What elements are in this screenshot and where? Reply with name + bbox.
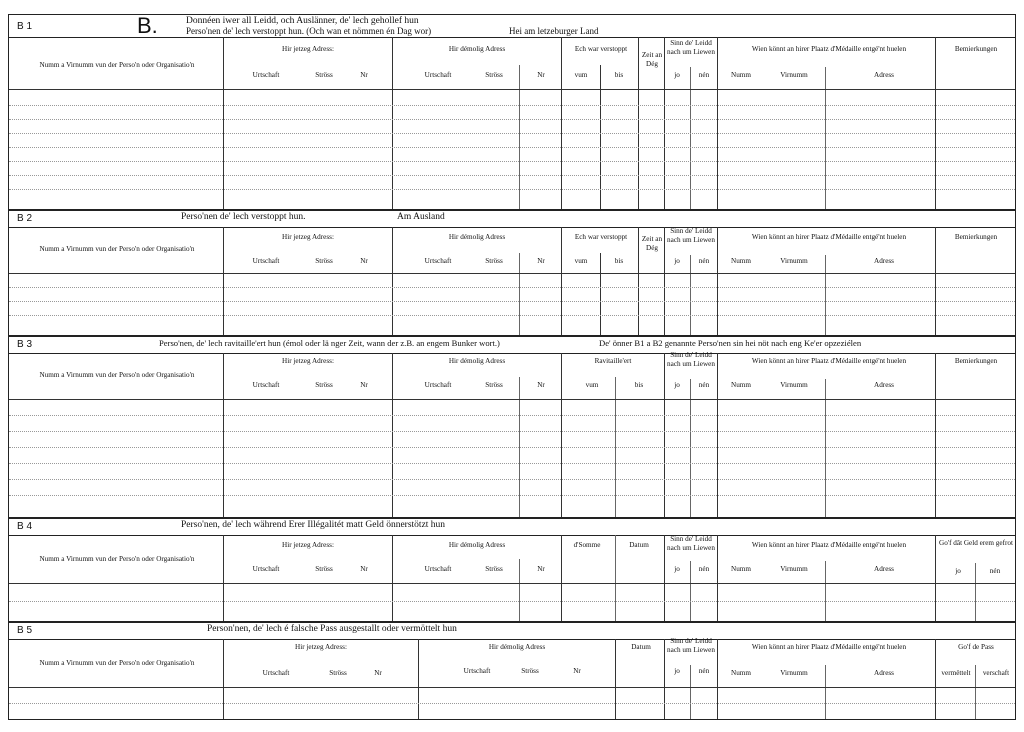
col-locality-former: Urtschaft — [463, 667, 491, 675]
col-name-header: Numm a Virnumm vun der Perso'n oder Organisatio'n — [39, 555, 195, 563]
col-nr-former: Nr — [537, 565, 545, 573]
col-suffering: Sinn de' Leidd nach um Liewen — [667, 351, 715, 368]
col-current-address: Hir jetzeg Adress: — [282, 45, 334, 53]
section-b2-id: B 2 — [17, 213, 33, 224]
col-hidden-group: Ech war verstoppt — [574, 233, 628, 241]
col-remarks: Bemierkungen — [954, 45, 998, 53]
section-b3-title: Perso'nen, de' lech ravitaille'ert hun (émol oder lä nger Zeit, wann der z.B. an engem Bunker wort.) — [159, 338, 500, 348]
col-current-address: Hir jetzeg Adress: — [282, 357, 334, 365]
col-from: vum — [585, 381, 599, 389]
col-street-former: Ströss — [485, 71, 503, 79]
section-b5-id: B 5 — [17, 625, 33, 636]
section-b5-title-bar — [9, 623, 1015, 640]
col-remarks: Bemierkungen — [954, 233, 998, 241]
col-locality: Urtschaft — [262, 669, 290, 677]
col-locality: Urtschaft — [252, 257, 280, 265]
col-former-address: Hir démolig Adress — [488, 643, 546, 651]
col-yes: jo — [674, 381, 680, 389]
col-yes: jo — [674, 565, 680, 573]
col-suffering: Sinn de' Leidd nach um Liewen — [667, 227, 715, 244]
col-to: bis — [634, 381, 644, 389]
col-nr-former: Nr — [573, 667, 581, 675]
col-nr-former: Nr — [537, 71, 545, 79]
section-b5 — [8, 622, 1016, 720]
col-yes2: jo — [955, 567, 961, 575]
section-b2 — [8, 210, 1016, 336]
col-medal-name: Numm — [731, 257, 751, 265]
col-medal-address: Adress — [874, 257, 894, 265]
col-date: Datum — [631, 643, 651, 651]
col-no: nén — [698, 565, 710, 573]
col-medal: Wien könnt an hirer Plaatz d'Médaille entgé'nt huelen — [751, 357, 907, 365]
col-no: nén — [698, 257, 710, 265]
section-b1-id: B 1 — [17, 21, 33, 32]
col-former-address: Hir démolig Adress — [448, 357, 506, 365]
section-b1-title-bar — [9, 15, 1015, 38]
col-to: bis — [614, 257, 624, 265]
col-medal-firstname: Virnumm — [780, 381, 808, 389]
col-medal-name: Numm — [731, 565, 751, 573]
col-remarks: Bemierkungen — [954, 357, 998, 365]
col-to: bis — [614, 71, 624, 79]
section-b4 — [8, 518, 1016, 622]
col-nr: Nr — [374, 669, 382, 677]
col-name-header: Numm a Virnumm vun der Perso'n oder Organisatio'n — [39, 245, 195, 253]
col-yes: jo — [674, 71, 680, 79]
col-nr: Nr — [360, 381, 368, 389]
section-b2-title: Perso'nen de' lech verstoppt hun. — [181, 212, 306, 222]
col-current-address: Hir jetzeg Adress: — [295, 643, 347, 651]
col-nr: Nr — [360, 257, 368, 265]
section-b1-subtitle: Perso'nen de' lech verstoppt hun. (Och wan et nömmen én Dag wor) — [186, 26, 432, 36]
col-from: vum — [574, 257, 588, 265]
col-medal-firstname: Virnumm — [780, 71, 808, 79]
col-medal: Wien könnt an hirer Plaatz d'Médaille entgé'nt huelen — [751, 233, 907, 241]
col-date: Datum — [629, 541, 649, 549]
col-locality-former: Urtschaft — [424, 257, 452, 265]
col-current-address: Hir jetzeg Adress: — [282, 233, 334, 241]
section-b5-title: Person'nen, de' lech é falsche Pass ausgestallt oder vermöttelt hun — [207, 624, 457, 634]
col-nr-former: Nr — [537, 257, 545, 265]
col-nr-former: Nr — [537, 381, 545, 389]
col-no: nén — [698, 667, 710, 675]
col-street: Ströss — [329, 669, 347, 677]
col-sum: d'Somme — [573, 541, 601, 549]
col-hidden-group: Ech war verstoppt — [574, 45, 628, 53]
col-nr: Nr — [360, 565, 368, 573]
col-medal-address: Adress — [874, 669, 894, 677]
col-medal: Wien könnt an hirer Plaatz d'Médaille entgé'nt huelen — [751, 541, 907, 549]
col-medal-firstname: Virnumm — [780, 565, 808, 573]
col-former-address: Hir démolig Adress — [448, 45, 506, 53]
col-locality-former: Urtschaft — [424, 71, 452, 79]
section-b4-title: Perso'nen, de' lech während Erer Illégalitét matt Geld önnerstötzt hun — [181, 520, 446, 530]
col-street: Ströss — [315, 565, 333, 573]
col-medal-firstname: Virnumm — [780, 669, 808, 677]
col-time: Zeit an Dég — [641, 235, 663, 252]
col-locality: Urtschaft — [252, 381, 280, 389]
col-no2: nén — [989, 567, 1001, 575]
section-b2-title-bar — [9, 211, 1015, 228]
form-letter: B. — [137, 13, 158, 38]
col-name-header: Numm a Virnumm vun der Perso'n oder Organisatio'n — [39, 371, 195, 379]
col-pass: Go'f de Pass — [958, 643, 994, 651]
col-street: Ströss — [315, 381, 333, 389]
col-no: nén — [698, 71, 710, 79]
section-b1-title: Donnéen iwer all Leidd, och Auslänner, de' lech gehollef hun — [186, 16, 419, 26]
col-medal-name: Numm — [731, 381, 751, 389]
col-street: Ströss — [315, 257, 333, 265]
col-medal: Wien könnt an hirer Plaatz d'Médaille entgé'nt huelen — [751, 643, 907, 651]
section-b3 — [8, 336, 1016, 518]
col-mediated: vermëttelt — [941, 669, 971, 677]
col-former-address: Hir démolig Adress — [448, 541, 506, 549]
section-b3-id: B 3 — [17, 339, 33, 350]
col-suffering: Sinn de' Leidd nach um Liewen — [667, 39, 715, 56]
col-yes: jo — [674, 257, 680, 265]
col-current-address: Hir jetzeg Adress: — [282, 541, 334, 549]
col-time: Zeit an Dég — [641, 51, 663, 68]
section-b2-subtitle: Am Ausland — [397, 212, 445, 222]
section-b1 — [8, 14, 1016, 210]
section-b3-title-bar — [9, 337, 1015, 354]
col-suffering: Sinn de' Leidd nach um Liewen — [667, 637, 715, 654]
col-locality-former: Urtschaft — [424, 381, 452, 389]
col-yes: jo — [674, 667, 680, 675]
col-locality: Urtschaft — [252, 565, 280, 573]
col-former-address: Hir démolig Adress — [448, 233, 506, 241]
col-medal-address: Adress — [874, 565, 894, 573]
col-medal-address: Adress — [874, 71, 894, 79]
section-b4-id: B 4 — [17, 521, 33, 532]
col-money-returned: Go'f dât Geld erem gefrot — [939, 539, 1013, 547]
col-no: nén — [698, 381, 710, 389]
col-locality-former: Urtschaft — [424, 565, 452, 573]
col-medal-name: Numm — [731, 669, 751, 677]
col-street-former: Ströss — [485, 565, 503, 573]
col-name-header: Numm a Virnumm vun der Perso'n oder Organisatio'n — [39, 61, 195, 69]
col-nr: Nr — [360, 71, 368, 79]
col-locality: Urtschaft — [252, 71, 280, 79]
col-name-header: Numm a Virnumm vun der Perso'n oder Organisatio'n — [39, 659, 195, 667]
col-medal: Wien könnt an hirer Plaatz d'Médaille entgé'nt huelen — [751, 45, 907, 53]
col-street: Ströss — [315, 71, 333, 79]
col-from: vum — [574, 71, 588, 79]
col-issued: verschaft — [982, 669, 1010, 677]
col-street-former: Ströss — [485, 381, 503, 389]
col-supplied-group: Ravitaille'ert — [594, 357, 632, 365]
col-medal-name: Numm — [731, 71, 751, 79]
col-medal-firstname: Virnumm — [780, 257, 808, 265]
col-medal-address: Adress — [874, 381, 894, 389]
col-street-former: Ströss — [485, 257, 503, 265]
col-street-former: Ströss — [521, 667, 539, 675]
section-b3-subtitle: De' önner B1 a B2 genannte Perso'nen sin hei nöt nach eng Ke'er opzeziélen — [599, 338, 862, 348]
col-suffering: Sinn de' Leidd nach um Liewen — [667, 535, 715, 552]
section-b4-title-bar — [9, 519, 1015, 536]
section-b1-subtitle-b: Hei am letzeburger Land — [509, 26, 599, 36]
